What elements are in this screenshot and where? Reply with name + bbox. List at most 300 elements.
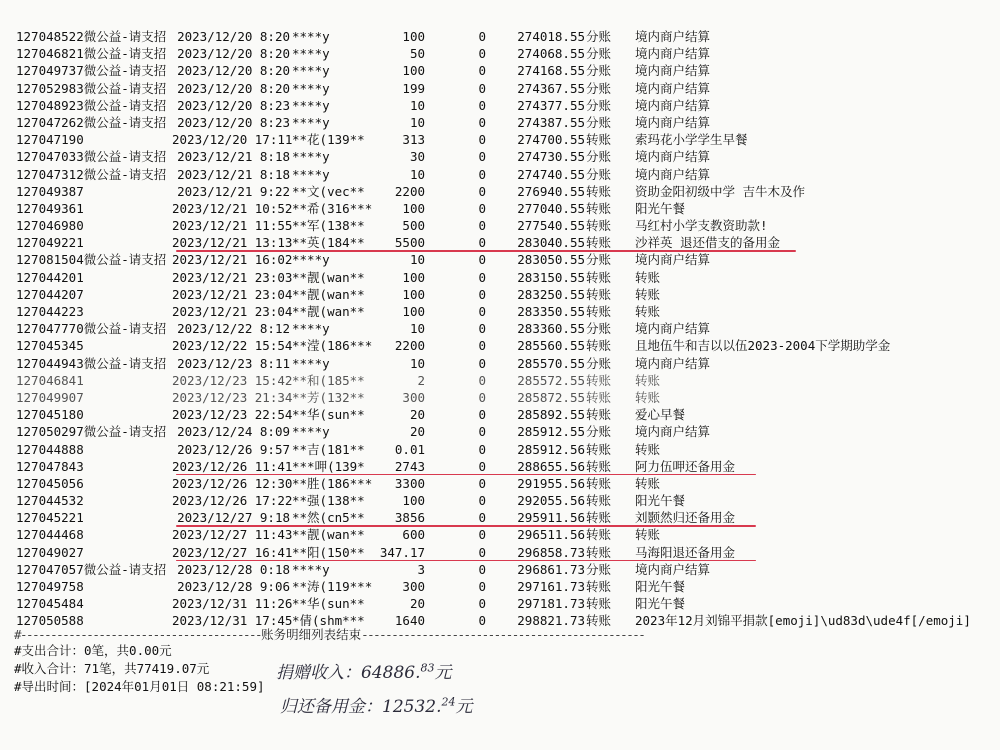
- table-row: [0, 578, 1000, 595]
- row-name: **靓(wan**: [292, 527, 365, 543]
- row-id: 127046821微公益-请支招: [16, 46, 167, 62]
- row-outflow: 0: [478, 269, 486, 285]
- row-memo: 转账: [635, 286, 661, 302]
- row-balance: 274068.55: [517, 46, 585, 62]
- row-balance: 283150.55: [517, 269, 585, 285]
- row-id: 127049387: [16, 183, 84, 199]
- table-row: [0, 131, 1000, 148]
- row-amount: 199: [402, 80, 425, 96]
- row-outflow: 0: [478, 321, 486, 337]
- row-id: 127047312微公益-请支招: [16, 166, 167, 182]
- row-name: ****y: [292, 355, 330, 371]
- row-amount: 30: [409, 149, 425, 165]
- row-outflow: 0: [478, 218, 486, 234]
- row-memo: 转账: [635, 475, 661, 491]
- row-outflow: 0: [478, 493, 486, 509]
- row-name: ****y: [292, 424, 330, 440]
- row-name: **军(138**: [292, 218, 365, 234]
- row-time: 2023/12/20 8:20: [177, 63, 290, 79]
- row-memo: 境内商户结算: [635, 80, 711, 96]
- row-name: **靓(wan**: [292, 304, 365, 319]
- row-amount: 300: [402, 579, 425, 594]
- row-amount: 3300: [394, 475, 425, 491]
- row-memo: 马海阳退还备用金: [635, 544, 736, 560]
- reserve-label: 归还备用金：: [280, 697, 382, 717]
- row-time: 2023/12/26 12:30: [172, 475, 293, 491]
- row-id: 127045345: [16, 338, 84, 354]
- row-time: 2023/12/21 23:03: [172, 269, 293, 285]
- row-id: 127050588: [16, 613, 84, 629]
- row-time: 2023/12/22 8:12: [177, 321, 290, 337]
- donation-cents: 83: [420, 661, 435, 675]
- row-name: ****y: [292, 561, 330, 577]
- row-type: 转账: [586, 235, 612, 251]
- row-balance: 274377.55: [517, 97, 585, 113]
- row-type: 分账: [586, 149, 612, 165]
- row-type: 转账: [586, 338, 612, 354]
- row-memo: 阳光午餐: [635, 579, 686, 594]
- row-amount: 10: [409, 355, 425, 371]
- row-memo: 境内商户结算: [635, 424, 711, 440]
- row-outflow: 0: [478, 114, 486, 130]
- row-balance: 285892.55: [517, 407, 585, 423]
- row-memo: 境内商户结算: [635, 97, 711, 113]
- row-name: **阳(150**: [292, 544, 365, 560]
- row-name: **华(sun**: [292, 596, 365, 612]
- row-time: 2023/12/21 13:13: [172, 235, 293, 251]
- row-amount: 347.17: [379, 544, 425, 560]
- table-row: [0, 45, 1000, 62]
- row-balance: 283250.55: [517, 286, 585, 302]
- row-time: 2023/12/21 8:18: [177, 149, 290, 165]
- row-amount: 2200: [394, 183, 425, 199]
- row-type: 转账: [586, 493, 612, 509]
- row-outflow: 0: [478, 372, 486, 388]
- row-amount: 100: [402, 493, 425, 509]
- row-time: 2023/12/20 8:23: [177, 97, 290, 113]
- row-name: **和(185**: [292, 372, 365, 388]
- row-outflow: 0: [478, 561, 486, 577]
- row-time: 2023/12/23 22:54: [172, 407, 293, 423]
- row-id: 127046841: [16, 372, 84, 388]
- row-name: ****y: [292, 29, 330, 44]
- row-memo: 转账: [635, 372, 661, 388]
- income-total: #收入合计：71笔，共77419.07元: [14, 661, 210, 676]
- row-memo: 爱心早餐: [635, 407, 686, 423]
- row-memo: 转账: [635, 527, 661, 543]
- table-row: [0, 286, 1000, 303]
- row-outflow: 0: [478, 441, 486, 457]
- row-memo: 2023年12月刘锦平捐款[emoji]\ud83d\ude4f[/emoji]: [635, 613, 971, 629]
- row-type: 转账: [586, 475, 612, 491]
- row-id: 127047033微公益-请支招: [16, 149, 167, 165]
- row-amount: 100: [402, 63, 425, 79]
- row-name: **文(vec**: [292, 183, 365, 199]
- row-balance: 274367.55: [517, 80, 585, 96]
- row-amount: 2: [417, 372, 425, 388]
- row-type: 分账: [586, 424, 612, 440]
- row-amount: 313: [402, 132, 425, 148]
- table-row: [0, 372, 1000, 389]
- row-balance: 274700.55: [517, 132, 585, 148]
- row-amount: 10: [409, 114, 425, 130]
- row-memo: 转账: [635, 389, 661, 405]
- row-type: 分账: [586, 46, 612, 62]
- row-memo: 境内商户结算: [635, 114, 711, 130]
- row-time: 2023/12/27 9:18: [177, 510, 290, 526]
- table-row: [0, 62, 1000, 79]
- expense-total: #支出合计：0笔，共0.00元: [14, 643, 172, 658]
- row-amount: 100: [402, 200, 425, 216]
- table-row: [0, 509, 1000, 526]
- row-amount: 20: [409, 407, 425, 423]
- row-time: 2023/12/27 16:41: [172, 544, 293, 560]
- row-balance: 274387.55: [517, 114, 585, 130]
- row-id: 127049737微公益-请支招: [16, 63, 167, 79]
- export-time: #导出时间：[2024年01月01日 08:21:59]: [14, 679, 265, 694]
- row-time: 2023/12/21 23:04: [172, 304, 293, 319]
- row-id: 127045180: [16, 407, 84, 423]
- table-row: [0, 337, 1000, 354]
- row-amount: 100: [402, 286, 425, 302]
- row-outflow: 0: [478, 475, 486, 491]
- row-type: 转账: [586, 389, 612, 405]
- row-outflow: 0: [478, 80, 486, 96]
- row-id: 127044201: [16, 269, 84, 285]
- row-memo: 境内商户结算: [635, 149, 711, 165]
- row-balance: 274168.55: [517, 63, 585, 79]
- row-type: 分账: [586, 321, 612, 337]
- table-row: [0, 406, 1000, 423]
- handwritten-reserve-note: [280, 692, 472, 717]
- row-type: 转账: [586, 579, 612, 594]
- row-outflow: 0: [478, 63, 486, 79]
- row-outflow: 0: [478, 355, 486, 371]
- row-name: ****y: [292, 63, 330, 79]
- row-outflow: 0: [478, 132, 486, 148]
- row-time: 2023/12/23 8:11: [177, 355, 290, 371]
- row-balance: 288655.56: [517, 458, 585, 474]
- row-balance: 276940.55: [517, 183, 585, 199]
- row-id: 127047770微公益-请支招: [16, 321, 167, 337]
- row-outflow: 0: [478, 510, 486, 526]
- row-balance: 277040.55: [517, 200, 585, 216]
- row-id: 127049361: [16, 200, 84, 216]
- row-type: 转账: [586, 372, 612, 388]
- row-outflow: 0: [478, 286, 486, 302]
- table-row: [0, 148, 1000, 165]
- row-outflow: 0: [478, 252, 486, 268]
- row-memo: 境内商户结算: [635, 166, 711, 182]
- row-memo: 转账: [635, 304, 661, 319]
- row-time: 2023/12/23 15:42: [172, 372, 293, 388]
- row-memo: 阳光午餐: [635, 596, 686, 612]
- row-type: 分账: [586, 166, 612, 182]
- handwritten-donation-note: [276, 658, 451, 683]
- row-amount: 10: [409, 321, 425, 337]
- table-row: [0, 251, 1000, 268]
- row-time: 2023/12/20 8:20: [177, 29, 290, 44]
- reserve-unit: 元: [455, 697, 473, 717]
- row-balance: 283040.55: [517, 235, 585, 251]
- row-id: 127044207: [16, 286, 84, 302]
- row-type: 转账: [586, 527, 612, 543]
- row-id: 127044532: [16, 493, 84, 509]
- table-row: [0, 492, 1000, 509]
- row-balance: 296511.56: [517, 527, 585, 543]
- row-time: 2023/12/20 8:20: [177, 46, 290, 62]
- row-id: 127044888: [16, 441, 84, 457]
- row-type: 转账: [586, 132, 612, 148]
- row-name: ****y: [292, 166, 330, 182]
- row-type: 分账: [586, 561, 612, 577]
- row-memo: 境内商户结算: [635, 321, 711, 337]
- table-row: [0, 561, 1000, 578]
- row-id: 127047190: [16, 132, 84, 148]
- row-amount: 50: [409, 46, 425, 62]
- row-name: **花(139**: [292, 132, 365, 148]
- row-time: 2023/12/21 9:22: [177, 183, 290, 199]
- row-balance: 285872.55: [517, 389, 585, 405]
- row-time: 2023/12/21 11:55: [172, 218, 293, 234]
- row-amount: 10: [409, 166, 425, 182]
- reserve-cents: 24: [441, 695, 456, 709]
- row-id: 127049907: [16, 389, 84, 405]
- row-name: **吉(181**: [292, 441, 365, 457]
- table-row: [0, 28, 1000, 45]
- row-amount: 100: [402, 269, 425, 285]
- row-memo: 马红村小学支教资助款!: [635, 218, 768, 234]
- row-time: 2023/12/21 8:18: [177, 166, 290, 182]
- row-balance: 292055.56: [517, 493, 585, 509]
- row-type: 转账: [586, 407, 612, 423]
- row-amount: 2743: [394, 458, 425, 474]
- row-balance: 277540.55: [517, 218, 585, 234]
- row-balance: 298821.73: [517, 613, 585, 629]
- row-memo: 境内商户结算: [635, 355, 711, 371]
- table-row: [0, 166, 1000, 183]
- row-amount: 5500: [394, 235, 425, 251]
- row-memo: 且地伍牛和吉以以伍2023-2004下学期助学金: [635, 338, 891, 354]
- row-type: 分账: [586, 80, 612, 96]
- table-row: [0, 114, 1000, 131]
- row-outflow: 0: [478, 200, 486, 216]
- row-balance: 285560.55: [517, 338, 585, 354]
- row-name: **芳(132**: [292, 389, 365, 405]
- row-outflow: 0: [478, 46, 486, 62]
- row-amount: 20: [409, 424, 425, 440]
- table-row: [0, 475, 1000, 492]
- row-id: 127049221: [16, 235, 84, 251]
- row-name: **强(138**: [292, 493, 365, 509]
- row-time: 2023/12/23 21:34: [172, 389, 293, 405]
- row-outflow: 0: [478, 579, 486, 594]
- row-type: 转账: [586, 183, 612, 199]
- row-id: 127047262微公益-请支招: [16, 114, 167, 130]
- row-amount: 500: [402, 218, 425, 234]
- row-name: **滢(186***: [292, 338, 373, 354]
- row-outflow: 0: [478, 235, 486, 251]
- row-id: 127045484: [16, 596, 84, 612]
- row-amount: 100: [402, 304, 425, 319]
- donation-unit: 元: [434, 663, 452, 683]
- row-balance: 274018.55: [517, 29, 585, 44]
- row-outflow: 0: [478, 596, 486, 612]
- row-type: 转账: [586, 218, 612, 234]
- row-memo: 阳光午餐: [635, 493, 686, 509]
- row-balance: 297181.73: [517, 596, 585, 612]
- row-type: 分账: [586, 63, 612, 79]
- row-type: 转账: [586, 510, 612, 526]
- table-row: [0, 441, 1000, 458]
- row-memo: 境内商户结算: [635, 46, 711, 62]
- row-name: **希(316***: [292, 200, 373, 216]
- row-name: ****y: [292, 97, 330, 113]
- row-id: 127052983微公益-请支招: [16, 80, 167, 96]
- row-type: 转账: [586, 286, 612, 302]
- row-id: 127046980: [16, 218, 84, 234]
- row-memo: 境内商户结算: [635, 63, 711, 79]
- row-id: 127047057微公益-请支招: [16, 561, 167, 577]
- row-time: 2023/12/20 8:20: [177, 80, 290, 96]
- row-memo: 阳光午餐: [635, 200, 686, 216]
- row-type: 分账: [586, 252, 612, 268]
- row-time: 2023/12/26 17:22: [172, 493, 293, 509]
- row-type: 转账: [586, 441, 612, 457]
- row-type: 转账: [586, 544, 612, 560]
- row-name: **华(sun**: [292, 407, 365, 423]
- row-balance: 285570.55: [517, 355, 585, 371]
- row-time: 2023/12/20 17:11: [172, 132, 293, 148]
- row-name: *倩(shm***: [292, 613, 365, 629]
- row-amount: 1640: [394, 613, 425, 629]
- row-name: ****y: [292, 321, 330, 337]
- row-balance: 274740.55: [517, 166, 585, 182]
- table-row: [0, 544, 1000, 561]
- row-name: **然(cn5**: [292, 510, 365, 526]
- row-memo: 转账: [635, 269, 661, 285]
- row-outflow: 0: [478, 304, 486, 319]
- row-outflow: 0: [478, 338, 486, 354]
- table-row: [0, 200, 1000, 217]
- row-balance: 283360.55: [517, 321, 585, 337]
- row-type: 转账: [586, 304, 612, 319]
- table-row: [0, 595, 1000, 612]
- row-time: 2023/12/31 17:45: [172, 613, 293, 629]
- row-id: 127048522微公益-请支招: [16, 29, 167, 44]
- row-amount: 10: [409, 252, 425, 268]
- row-time: 2023/12/26 9:57: [177, 441, 290, 457]
- row-memo: 刘颢然归还备用金: [635, 510, 736, 526]
- row-time: 2023/12/22 15:54: [172, 338, 293, 354]
- table-row: [0, 355, 1000, 372]
- reserve-value: 12532.: [382, 697, 442, 717]
- row-name: ****y: [292, 252, 330, 268]
- row-name: ****y: [292, 149, 330, 165]
- row-balance: 274730.55: [517, 149, 585, 165]
- row-time: 2023/12/21 16:02: [172, 252, 293, 268]
- row-balance: 283350.55: [517, 304, 585, 319]
- row-outflow: 0: [478, 29, 486, 44]
- table-row: [0, 320, 1000, 337]
- row-id: 127050297微公益-请支招: [16, 424, 167, 440]
- table-row: [0, 269, 1000, 286]
- row-name: ***呷(139*: [292, 458, 365, 474]
- row-amount: 2200: [394, 338, 425, 354]
- row-balance: 295911.56: [517, 510, 585, 526]
- row-id: 127045056: [16, 475, 84, 491]
- row-balance: 296858.73: [517, 544, 585, 560]
- table-row: [0, 303, 1000, 320]
- row-balance: 283050.55: [517, 252, 585, 268]
- row-type: 转账: [586, 458, 612, 474]
- table-row: [0, 526, 1000, 543]
- row-name: **涛(119***: [292, 579, 373, 594]
- row-time: 2023/12/31 11:26: [172, 596, 293, 612]
- row-id: 127044468: [16, 527, 84, 543]
- row-type: 分账: [586, 114, 612, 130]
- row-outflow: 0: [478, 389, 486, 405]
- row-balance: 291955.56: [517, 475, 585, 491]
- row-id: 127049027: [16, 544, 84, 560]
- row-memo: 沙祥英 退还借支的备用金: [635, 235, 781, 251]
- row-amount: 3: [417, 561, 425, 577]
- row-name: **靓(wan**: [292, 269, 365, 285]
- row-type: 转账: [586, 269, 612, 285]
- row-name: ****y: [292, 80, 330, 96]
- row-outflow: 0: [478, 613, 486, 629]
- row-time: 2023/12/27 11:43: [172, 527, 293, 543]
- row-balance: 296861.73: [517, 561, 585, 577]
- row-outflow: 0: [478, 183, 486, 199]
- row-memo: 境内商户结算: [635, 561, 711, 577]
- row-time: 2023/12/26 11:41: [172, 458, 293, 474]
- row-memo: 阿力伍呷还备用金: [635, 458, 736, 474]
- row-memo: 索玛花小学学生早餐: [635, 132, 748, 148]
- row-outflow: 0: [478, 424, 486, 440]
- row-amount: 10: [409, 97, 425, 113]
- row-id: 127044943微公益-请支招: [16, 355, 167, 371]
- row-id: 127044223: [16, 304, 84, 319]
- row-type: 转账: [586, 613, 612, 629]
- table-row: [0, 458, 1000, 475]
- row-type: 分账: [586, 97, 612, 113]
- ledger-end-line: #----------------------------------------账务明细列表结束-----------------------------------------------: [14, 627, 645, 642]
- row-name: **靓(wan**: [292, 286, 365, 302]
- row-id: 127045221: [16, 510, 84, 526]
- row-type: 分账: [586, 355, 612, 371]
- row-time: 2023/12/21 23:04: [172, 286, 293, 302]
- row-balance: 285572.55: [517, 372, 585, 388]
- row-amount: 3856: [394, 510, 425, 526]
- row-outflow: 0: [478, 149, 486, 165]
- row-name: **胜(186***: [292, 475, 373, 491]
- table-row: [0, 97, 1000, 114]
- row-balance: 297161.73: [517, 579, 585, 594]
- donation-label: 捐赠收入：: [276, 663, 361, 683]
- row-type: 分账: [586, 29, 612, 44]
- end-label: 账务明细列表结束: [261, 627, 362, 642]
- table-row: [0, 217, 1000, 234]
- row-name: ****y: [292, 114, 330, 130]
- row-amount: 100: [402, 29, 425, 44]
- row-amount: 0.01: [394, 441, 425, 457]
- row-id: 127048923微公益-请支招: [16, 97, 167, 113]
- row-time: 2023/12/28 9:06: [177, 579, 290, 594]
- row-time: 2023/12/28 0:18: [177, 561, 290, 577]
- row-outflow: 0: [478, 166, 486, 182]
- table-row: [0, 423, 1000, 440]
